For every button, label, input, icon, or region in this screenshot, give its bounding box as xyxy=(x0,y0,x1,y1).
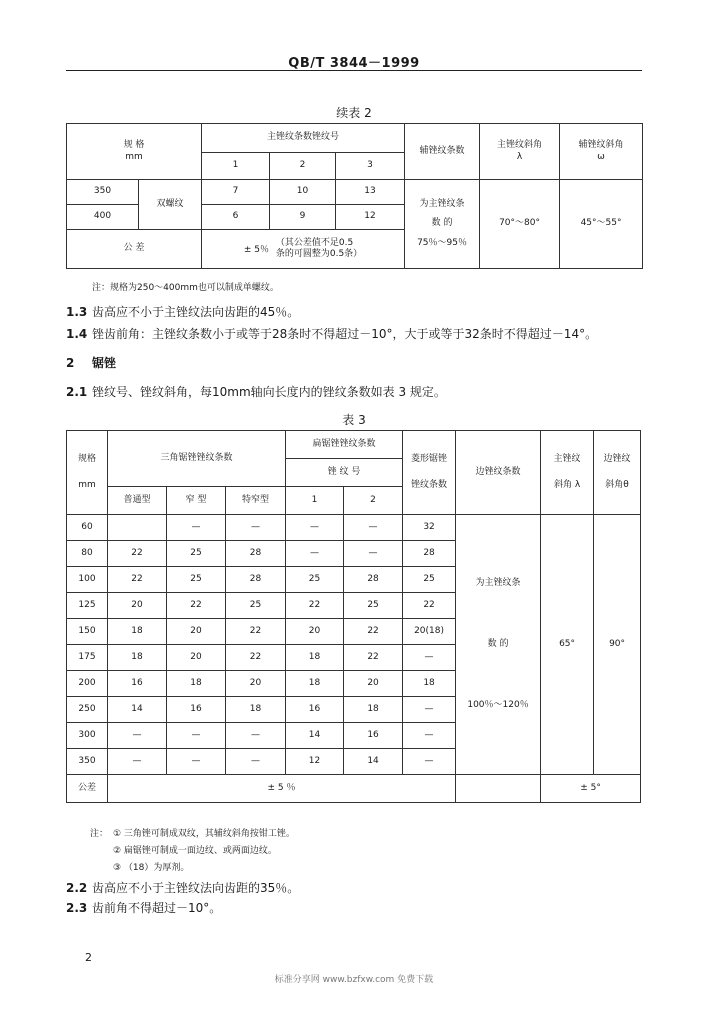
table3-cell: 32 xyxy=(403,515,456,541)
table3-notes-prefix: 注： xyxy=(90,829,109,839)
table3-spec-header: 规格 mm xyxy=(67,431,108,515)
table3-main-angle-header: 主锉纹 斜角 λ xyxy=(541,431,594,515)
table3-tolerance-blank xyxy=(456,775,541,803)
table2-main-header: 主锉纹条数锉纹号 xyxy=(202,124,405,153)
table3-spec-cell: 150 xyxy=(67,619,108,645)
table2-aux-angle-value: 45°～55° xyxy=(560,180,643,269)
table3-note-1: ① 三角锉可制成双纹，其辅纹斜角按钳工锉。 xyxy=(113,829,295,839)
table3-cell: 25 xyxy=(286,567,344,593)
table3-cell: 18 xyxy=(403,671,456,697)
table3-cell: 22 xyxy=(226,619,286,645)
table3-cell: 25 xyxy=(167,541,226,567)
table3-spec-cell: 175 xyxy=(67,645,108,671)
table3-cell: — xyxy=(226,515,286,541)
table3-cell: — xyxy=(403,697,456,723)
table2-cell: 13 xyxy=(336,180,405,205)
table3-cell: 18 xyxy=(108,619,167,645)
table2-spec-cell: 350 xyxy=(67,180,139,205)
table3-cell: 16 xyxy=(167,697,226,723)
table3-spec-cell: 80 xyxy=(67,541,108,567)
table3-cell: — xyxy=(286,515,344,541)
table-3 xyxy=(66,430,641,803)
table3-cell: 16 xyxy=(108,671,167,697)
table3-spec-cell: 250 xyxy=(67,697,108,723)
table3-cell: 22 xyxy=(108,567,167,593)
table2-cell: 6 xyxy=(202,205,270,230)
table2-note: 注：规格为250～400mm也可以制成单螺纹。 xyxy=(92,283,279,293)
table3-diamond-header: 菱形锯锉 锉纹条数 xyxy=(403,431,456,515)
table3-cell: 18 xyxy=(167,671,226,697)
table3-cell: 20 xyxy=(108,593,167,619)
table3-edge-header: 边锉纹条数 xyxy=(456,431,541,515)
table3-cell: 20 xyxy=(286,619,344,645)
table3-cell: 22 xyxy=(344,619,403,645)
table3-cell: 16 xyxy=(344,723,403,749)
table3-special-header: 特窄型 xyxy=(226,487,286,515)
table3-cell: — xyxy=(403,645,456,671)
table3-cell: 25 xyxy=(403,567,456,593)
table3-cell: 28 xyxy=(403,541,456,567)
table3-cell: 20 xyxy=(344,671,403,697)
section-2-heading: 2 锯锉 xyxy=(66,356,117,370)
table2-spec-header: 规 格 mm xyxy=(67,124,202,180)
table3-cell: 16 xyxy=(286,697,344,723)
table3-tolerance-label: 公差 xyxy=(67,775,108,803)
table3-cell: 18 xyxy=(286,645,344,671)
table3-cell: 14 xyxy=(108,697,167,723)
table3-cell: 20(18) xyxy=(403,619,456,645)
table2-main-angle-header: 主锉纹斜角 λ xyxy=(480,124,560,180)
page-number: 2 xyxy=(85,951,92,964)
table3-cell: — xyxy=(344,541,403,567)
table3-cell: 22 xyxy=(108,541,167,567)
table3-cell: 22 xyxy=(226,645,286,671)
para-1-3: 1.3 齿高应不小于主锉纹法向齿距的45％。 xyxy=(66,305,300,319)
table3-cell: — xyxy=(108,749,167,775)
standard-code-header: QB/T 3844－1999 xyxy=(288,56,420,71)
table3-cell: — xyxy=(108,723,167,749)
table3-edge-angle-value: 90° xyxy=(594,515,641,775)
table3-cell xyxy=(108,515,167,541)
para-1-4: 1.4 锉齿前角：主锉纹条数小于或等于28条时不得超过－10°，大于或等于32条时不得超过－14°。 xyxy=(66,327,598,341)
watermark-footer: 标准分享网 www.bzfxw.com 免费下载 xyxy=(274,975,434,985)
table3-cell: 18 xyxy=(108,645,167,671)
table3-spec-cell: 350 xyxy=(67,749,108,775)
table3-spec-cell: 300 xyxy=(67,723,108,749)
table3-cell: 22 xyxy=(403,593,456,619)
table3-cell: — xyxy=(403,749,456,775)
table3-note-2: ② 扁锯锉可制成一面边纹、或两面边纹。 xyxy=(113,846,277,856)
table3-cell: — xyxy=(167,723,226,749)
table-2 xyxy=(66,123,643,269)
table3-cell: 20 xyxy=(167,645,226,671)
table3-cell: 18 xyxy=(226,697,286,723)
table3-flat-header: 扁锯锉锉纹条数 xyxy=(286,431,403,459)
table3-flat-1-header: 1 xyxy=(286,487,344,515)
table3-cell: 14 xyxy=(286,723,344,749)
para-2-2: 2.2 齿高应不小于主锉纹法向齿距的35％。 xyxy=(66,881,300,895)
table3-flat-sub-header: 锉 纹 号 xyxy=(286,459,403,487)
table3-cell: 25 xyxy=(344,593,403,619)
table3-cell: 28 xyxy=(344,567,403,593)
table3-cell: — xyxy=(344,515,403,541)
table2-cell: 9 xyxy=(270,205,336,230)
table2-col-1: 1 xyxy=(202,153,270,180)
table3-spec-cell: 200 xyxy=(67,671,108,697)
table3-cell: — xyxy=(226,723,286,749)
table3-main-angle-value: 65° xyxy=(541,515,594,775)
table2-cell: 12 xyxy=(336,205,405,230)
table3-cell: — xyxy=(167,515,226,541)
table3-cell: 18 xyxy=(344,697,403,723)
table3-cell: 28 xyxy=(226,541,286,567)
table3-cell: 14 xyxy=(344,749,403,775)
table3-cell: 12 xyxy=(286,749,344,775)
para-2-1: 2.1 锉纹号、锉纹斜角，每10mm轴向长度内的锉纹条数如表 3 规定。 xyxy=(66,385,446,399)
table2-col-3: 3 xyxy=(336,153,405,180)
table3-cell: 20 xyxy=(167,619,226,645)
table3-common-header: 普通型 xyxy=(108,487,167,515)
header-rule xyxy=(66,70,642,71)
table2-tolerance-value: ± 5％ （其公差值不足0.5 条的可圆整为0.5条） xyxy=(202,230,405,269)
table3-spec-cell: 60 xyxy=(67,515,108,541)
table2-cell: 10 xyxy=(270,180,336,205)
table2-aux-value: 为主锉纹条 数 的 75％～95％ xyxy=(405,180,480,269)
table3-cell: 22 xyxy=(344,645,403,671)
table2-title: 续表 2 xyxy=(336,106,372,120)
table3-cell: 25 xyxy=(167,567,226,593)
table3-spec-cell: 100 xyxy=(67,567,108,593)
table2-cell: 7 xyxy=(202,180,270,205)
table3-tolerance-value: ± 5 ％ xyxy=(108,775,456,803)
table2-aux-angle-header: 辅锉纹斜角 ω xyxy=(560,124,643,180)
table2-col-2: 2 xyxy=(270,153,336,180)
table3-narrow-header: 窄 型 xyxy=(167,487,226,515)
table3-tolerance-angle: ± 5° xyxy=(541,775,641,803)
table3-cell: 18 xyxy=(286,671,344,697)
table3-cell: — xyxy=(286,541,344,567)
table3-cell: — xyxy=(167,749,226,775)
table3-cell: 20 xyxy=(226,671,286,697)
table3-title: 表 3 xyxy=(342,413,366,427)
table3-cell: 25 xyxy=(226,593,286,619)
table3-spec-cell: 125 xyxy=(67,593,108,619)
table3-flat-2-header: 2 xyxy=(344,487,403,515)
table3-cell: 22 xyxy=(286,593,344,619)
table2-main-angle-value: 70°～80° xyxy=(480,180,560,269)
table3-edge-angle-header: 边锉纹 斜角θ xyxy=(594,431,641,515)
table2-aux-header: 辅锉纹条数 xyxy=(405,124,480,180)
table2-type-cell: 双螺纹 xyxy=(139,180,202,230)
table3-cell: — xyxy=(403,723,456,749)
table2-spec-cell: 400 xyxy=(67,205,139,230)
para-2-3: 2.3 齿前角不得超过－10°。 xyxy=(66,901,222,915)
table3-edge-value: 为主锉纹条 数 的 100％～120％ xyxy=(456,515,541,775)
table3-cell: — xyxy=(226,749,286,775)
table2-tolerance-label: 公 差 xyxy=(67,230,202,269)
table3-triangle-header: 三角锯锉锉纹条数 xyxy=(108,431,286,487)
table3-note-3: ③ （18）为厚剂。 xyxy=(113,863,190,873)
table3-cell: 22 xyxy=(167,593,226,619)
table3-cell: 28 xyxy=(226,567,286,593)
